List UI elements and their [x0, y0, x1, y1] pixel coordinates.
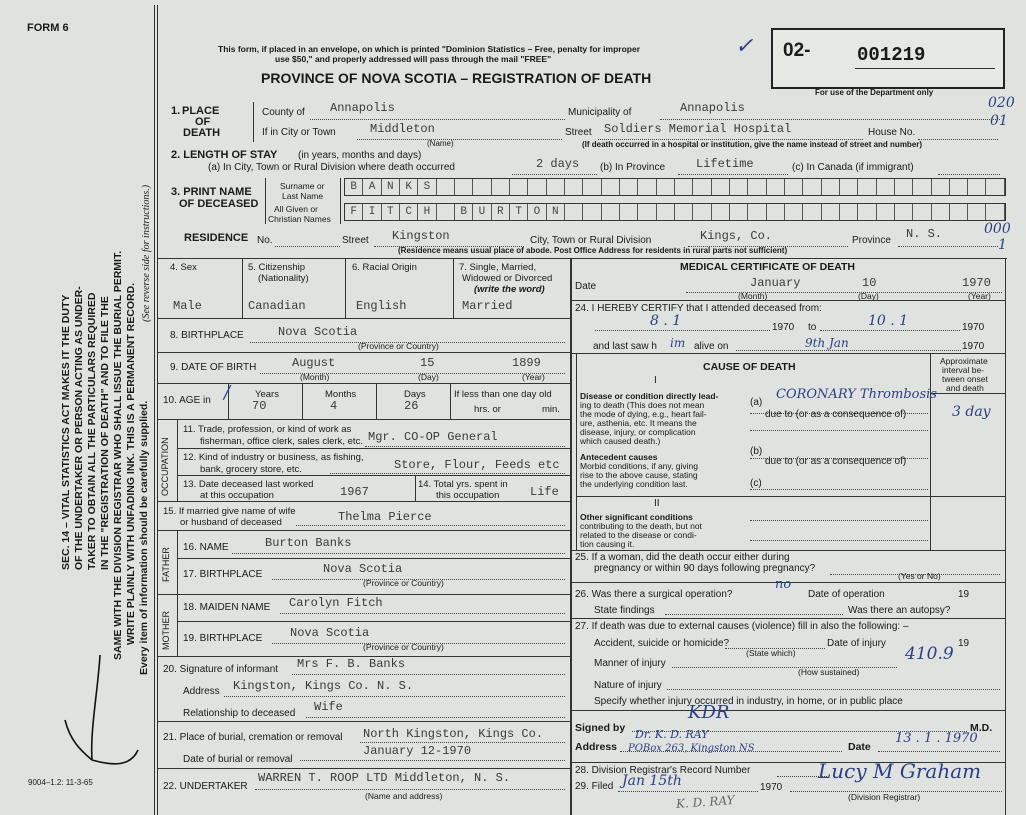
attended-to-year: 1970 [962, 322, 985, 333]
residence-street-label: Street [342, 235, 369, 246]
age-months: 4 [330, 399, 338, 413]
less-than-day-label: If less than one day old [454, 389, 552, 400]
name-char-box [803, 179, 821, 195]
name-char-box [510, 179, 528, 195]
name-char-box [437, 179, 455, 195]
given-label: Christian Names [268, 214, 331, 224]
name-char-box [895, 204, 913, 220]
other-label: Other significant conditions [580, 512, 693, 522]
residence-no-label: No. [257, 235, 273, 246]
given-label: All Given or [274, 204, 318, 214]
hospital-note: (If death occurred in a hospital or institution, give the name instead of street and number) [582, 140, 923, 149]
name-char-box [895, 179, 913, 195]
side-instructions-line6: WRITE PLAINLY WITH UNFADING INK. THIS IS A PERMANENT RECORD. [125, 282, 137, 645]
op-date-label: Date of operation [808, 589, 885, 600]
interval-label: tween onset [942, 374, 988, 384]
death-month: January [750, 276, 801, 290]
death-month-hint: (Month) [738, 291, 768, 301]
margin-code: 1 [998, 237, 1007, 253]
name-char-box [602, 179, 620, 195]
name-char-box [748, 179, 766, 195]
name-char-box [528, 179, 546, 195]
alive-on-year: 1970 [962, 341, 985, 352]
q25-label: 25. If a woman, did the death occur either during [575, 552, 790, 563]
disease-label: disease, injury, or complication [580, 427, 696, 437]
house-label: House No. [868, 127, 916, 138]
informant-relationship-label: Relationship to deceased [183, 708, 296, 719]
mother-maiden-label: 18. MAIDEN NAME [183, 602, 271, 613]
medical-heading: MEDICAL CERTIFICATE OF DEATH [680, 261, 855, 273]
physician-address-line2: POBox 263, Kingston NS [628, 743, 755, 754]
marital-label: Widowed or Divorced [462, 273, 553, 284]
name-char-box [913, 204, 931, 220]
certificate-number-box [771, 28, 1005, 89]
name-char-box [913, 179, 931, 195]
name-char-box [583, 179, 601, 195]
burial-place-label: 21. Place of burial, cremation or removal [163, 732, 343, 743]
undertaker-label: 22. UNDERTAKER [163, 781, 248, 792]
min-label: min. [542, 404, 560, 415]
mail-notice-line1: This form, if placed in an envelope, on which is printed "Dominion Statistics – Free, penalty for improper [218, 44, 641, 54]
name-char-box [803, 204, 821, 220]
death-year-hint: (Year) [968, 291, 991, 301]
form-number: FORM 6 [27, 22, 69, 34]
mother-birthplace-hint: (Province or Country) [363, 642, 444, 652]
name-char-box [968, 179, 986, 195]
name-char-box: K [400, 179, 418, 195]
birthplace-label: 8. BIRTHPLACE [170, 330, 244, 341]
attended-from-date: 8 . 1 [650, 313, 682, 329]
injury-code: 410.9 [905, 644, 954, 664]
undertaker-hint: (Name and address) [365, 791, 443, 801]
name-char-box: T [510, 204, 528, 220]
age-days-label: Days [404, 389, 426, 400]
q26-label: 26. Was there a surgical operation? [575, 589, 733, 600]
occupation-side-label: OCCUPATION [160, 437, 170, 496]
registrar-signature: Lucy M Graham [818, 759, 982, 783]
burial-date-label: Date of burial or removal [183, 754, 293, 765]
given-name-char-boxes [344, 203, 1006, 221]
stay-c-label: (c) In Canada (if immigrant) [792, 162, 914, 173]
marital-label: 7. Single, Married, [459, 262, 537, 273]
antecedent-label: rise to the above cause, stating [580, 470, 698, 480]
death-year: 1970 [962, 276, 991, 290]
side-instructions-line8: (See reverse side for instructions.) [141, 184, 152, 322]
other-label: contributing to the death, but not [580, 521, 702, 531]
name-char-box [712, 204, 730, 220]
citizenship-value: Canadian [248, 299, 306, 313]
residence-city-label: City, Town or Rural Division [530, 235, 652, 246]
form-title: PROVINCE OF NOVA SCOTIA – REGISTRATION OF DEATH [261, 70, 652, 86]
accident-label: Accident, suicide or homicide? [594, 638, 730, 649]
place-heading: DEATH [183, 127, 221, 139]
cause-b-label: (b) [750, 446, 763, 457]
name-char-box: U [473, 204, 491, 220]
father-name-label: 16. NAME [183, 542, 229, 553]
antecedent-label: the underlying condition last. [580, 479, 688, 489]
stay-b-value: Lifetime [696, 157, 754, 171]
dob-month: August [292, 356, 336, 370]
name-char-box: A [363, 179, 381, 195]
filed-label: 29. Filed [575, 781, 614, 792]
citizenship-label: 5. Citizenship [248, 262, 306, 273]
specify-label: Specify whether injury occurred in industry, in home, or in public place [594, 696, 903, 707]
residence-label: RESIDENCE [184, 232, 249, 244]
name-char-box [840, 204, 858, 220]
informant-relationship-value: Wife [314, 700, 343, 714]
stay-heading: 2. LENGTH OF STAY [171, 149, 278, 161]
informant-sig-value: Mrs F. B. Banks [297, 657, 406, 671]
total-years-label: 14. Total yrs. spent in [418, 479, 508, 490]
name-char-box: S [418, 179, 436, 195]
margin-code: 020 [988, 95, 1015, 111]
residence-street-value: Kingston [392, 229, 450, 243]
cause-a-interval: 3 day [952, 404, 991, 420]
residence-province-value: N. S. [906, 227, 943, 241]
name-char-box [492, 179, 510, 195]
stay-a-label: (a) In City, Town or Rural Division where death occurred [208, 162, 455, 173]
name-char-box [840, 179, 858, 195]
name-char-box [473, 179, 491, 195]
marital-value: Married [462, 299, 513, 313]
part-one-label: I [654, 375, 657, 386]
name-char-box [968, 204, 986, 220]
check-mark: ✓ [735, 34, 754, 59]
print-code: 9004–1.2: 11-3-65 [28, 778, 93, 787]
mother-side-label: MOTHER [161, 611, 171, 650]
antecedent-label: Antecedent causes [580, 452, 658, 462]
street-value: Soldiers Memorial Hospital [604, 122, 792, 136]
attended-from-year: 1970 [772, 322, 795, 333]
city-value: Middleton [370, 122, 435, 136]
certificate-prefix: 02- [783, 40, 811, 61]
industry-label: 12. Kind of industry or business, as fishing, [183, 452, 364, 463]
name-char-box [822, 179, 840, 195]
q25-label: pregnancy or within 90 days following pregnancy? [594, 563, 816, 574]
birthplace-value: Nova Scotia [278, 325, 358, 339]
signed-date-label: Date [848, 741, 871, 753]
filed-date: Jan 15th [622, 773, 682, 789]
physician-signature: KDR [688, 702, 730, 723]
trade-label: fisherman, office clerk, sales clerk, etc. [200, 436, 363, 447]
mother-birthplace-value: Nova Scotia [290, 626, 370, 640]
name-char-box [858, 179, 876, 195]
stay-hint: (in years, months and days) [298, 150, 422, 161]
name-char-box [693, 179, 711, 195]
disease-label: Disease or condition directly lead- [580, 391, 719, 401]
spouse-label: or husband of deceased [180, 517, 282, 528]
state-which-hint: (State which) [746, 648, 796, 658]
disease-label: the mode of dying, e.g., heart fail- [580, 409, 707, 419]
name-char-box [565, 204, 583, 220]
name-char-box [675, 204, 693, 220]
surname-label: Last Name [282, 191, 324, 201]
attended-to-date: 10 . 1 [868, 313, 909, 329]
margin-code: 01 [990, 113, 1008, 129]
state-findings-label: State findings [594, 605, 655, 616]
name-char-box: R [492, 204, 510, 220]
autopsy-label: Was there an autopsy? [848, 605, 951, 616]
father-side-label: FATHER [161, 547, 171, 582]
informant-address-value: Kingston, Kings Co. N. S. [233, 679, 414, 693]
dob-year-hint: (Year) [522, 372, 545, 382]
alive-on-value: 9th Jan [805, 336, 849, 350]
place-heading: OF [195, 116, 211, 128]
registrar-hint: (Division Registrar) [848, 792, 921, 802]
how-sustained-hint: (How sustained) [798, 667, 860, 677]
stamp-name: K. D. RAY [675, 792, 735, 812]
name-char-box: O [528, 204, 546, 220]
surname-label: Surname or [280, 181, 325, 191]
signed-by-label: Signed by [575, 722, 626, 734]
name-char-box [785, 179, 803, 195]
name-char-box [950, 204, 968, 220]
date-of-death-label: Date [575, 281, 597, 292]
name-char-box [730, 204, 748, 220]
margin-code: 000 [984, 221, 1011, 237]
age-check-mark: / [224, 382, 231, 403]
name-heading: OF DECEASED [179, 198, 259, 210]
side-instructions-line2: OF THE UNDERTAKER OR PERSON ACTING AS UNDER- [73, 286, 85, 570]
dob-day: 15 [420, 356, 435, 370]
last-worked-value: 1967 [340, 485, 369, 499]
yes-no-hint: (Yes or No) [898, 571, 941, 581]
due-to-label: due to (or as a consequence of) [765, 456, 907, 467]
birthplace-hint: (Province or Country) [358, 341, 439, 351]
interval-label: interval be- [942, 365, 985, 375]
cause-c-label: (c) [750, 478, 762, 489]
name-char-box [986, 204, 1004, 220]
name-char-box: C [400, 204, 418, 220]
last-saw-label: and last saw h [593, 341, 657, 352]
municipality-value: Annapolis [680, 101, 745, 115]
name-hint: (Name) [427, 139, 454, 148]
q27-label: 27. If death was due to external causes (violence) fill in also the following: – [575, 621, 909, 632]
name-char-box [620, 204, 638, 220]
racial-origin-value: English [356, 299, 407, 313]
name-char-box [950, 179, 968, 195]
mail-notice-line2: use $50," and properly addressed will pass through the mail "FREE" [275, 54, 552, 64]
father-birthplace-label: 17. BIRTHPLACE [183, 569, 263, 580]
municipality-label: Municipality of [568, 107, 632, 118]
physician-address-label: Address [575, 741, 618, 753]
name-char-box [547, 179, 565, 195]
residence-province-label: Province [852, 235, 891, 246]
cause-a-value: CORONARY Thrombosis [776, 387, 937, 402]
signed-date: 13 . 1 . 1970 [895, 731, 978, 746]
cause-heading: CAUSE OF DEATH [703, 361, 796, 373]
side-instructions-line3: TAKER TO OBTAIN ALL THE PARTICULARS REQUIRED [86, 292, 98, 570]
name-char-box: N [547, 204, 565, 220]
q26-value: no [775, 577, 792, 592]
spouse-label: 15. If married give name of wife [163, 506, 296, 517]
side-instructions-line7: Every item of information should be carefully supplied. [138, 400, 150, 675]
physician-address-line1: Dr. K. D. RAY [635, 728, 709, 741]
name-char-box [455, 179, 473, 195]
sex-value: Male [173, 299, 202, 313]
to-label: to [808, 322, 817, 333]
name-char-box [638, 179, 656, 195]
informant-address-label: Address [183, 686, 220, 697]
name-char-box [767, 204, 785, 220]
residence-city-value: Kings, Co. [700, 229, 773, 243]
other-label: tion causing it. [580, 539, 635, 549]
name-char-box: H [418, 204, 436, 220]
due-to-label: due to (or as a consequence of) [765, 409, 907, 420]
industry-value: Store, Flour, Feeds etc [394, 458, 560, 472]
total-years-label: this occupation [436, 490, 500, 501]
manner-label: Manner of injury [594, 658, 666, 669]
injury-date-label: Date of injury [827, 638, 886, 649]
county-label: County of [262, 107, 305, 118]
name-char-box: F [345, 204, 363, 220]
father-birthplace-value: Nova Scotia [323, 562, 403, 576]
informant-sig-label: 20. Signature of informant [163, 664, 279, 675]
last-worked-label: at this occupation [200, 490, 274, 501]
name-char-box [583, 204, 601, 220]
place-number: 1. [171, 105, 181, 117]
md-label: M.D. [970, 722, 993, 734]
name-char-box [657, 204, 675, 220]
mother-maiden-value: Carolyn Fitch [289, 596, 383, 610]
dob-day-hint: (Day) [418, 372, 439, 382]
name-char-box: N [382, 179, 400, 195]
name-char-box [730, 179, 748, 195]
dob-label: 9. DATE OF BIRTH [170, 362, 257, 373]
county-value: Annapolis [330, 101, 395, 115]
father-birthplace-hint: (Province or Country) [363, 578, 444, 588]
dob-month-hint: (Month) [300, 372, 330, 382]
record-number-label: 28. Division Registrar's Record Number [575, 765, 751, 776]
total-years-value: Life [530, 485, 559, 499]
street-label: Street [565, 127, 592, 138]
name-char-box [858, 204, 876, 220]
name-char-box [785, 204, 803, 220]
city-label: If in City or Town [262, 127, 336, 138]
nature-label: Nature of injury [594, 680, 662, 691]
name-char-box [822, 204, 840, 220]
cause-a-label: (a) [750, 397, 763, 408]
antecedent-label: Morbid conditions, if any, giving [580, 461, 698, 471]
name-heading: 3. PRINT NAME [171, 186, 252, 198]
disease-label: ing to death (This does not mean [580, 400, 705, 410]
trade-value: Mgr. CO-OP General [368, 430, 498, 444]
death-day-hint: (Day) [858, 291, 879, 301]
filed-year: 1970 [760, 782, 783, 793]
name-char-box [693, 204, 711, 220]
op-year: 19 [958, 589, 970, 600]
age-months-label: Months [325, 389, 357, 400]
place-heading: PLACE [182, 105, 220, 117]
name-char-box: T [382, 204, 400, 220]
name-char-box [602, 204, 620, 220]
marital-hint: (write the word) [474, 284, 545, 295]
mother-birthplace-label: 19. BIRTHPLACE [183, 633, 263, 644]
name-char-box [932, 204, 950, 220]
side-instructions-line1: SEC. 14 – VITAL STATISTICS ACT MAKES IT THE DUTY [60, 294, 72, 570]
part-two-label: II [654, 498, 660, 509]
name-char-box [565, 179, 583, 195]
age-label: 10. AGE in [163, 395, 211, 406]
death-day: 10 [862, 276, 877, 290]
father-name-value: Burton Banks [265, 536, 352, 550]
disease-label: ure, asthenia, etc. It means the [580, 418, 697, 428]
name-char-box [748, 204, 766, 220]
hrs-label: hrs. or [474, 404, 501, 415]
spouse-value: Thelma Pierce [338, 510, 432, 524]
surname-char-boxes [344, 178, 1006, 196]
name-char-box [932, 179, 950, 195]
name-char-box [675, 179, 693, 195]
name-char-box [986, 179, 1004, 195]
dob-year: 1899 [512, 356, 541, 370]
age-days: 26 [404, 399, 419, 413]
name-char-box [877, 179, 895, 195]
age-years-label: Years [255, 389, 279, 400]
alive-on-label: alive on [694, 341, 729, 352]
stay-b-label: (b) In Province [600, 162, 666, 173]
side-instructions-line4: IN THE "REGISTRATION OF DEATH" AND TO FILE THE [99, 296, 111, 570]
other-label: related to the disease or condi- [580, 530, 697, 540]
burial-date-value: January 12-1970 [363, 744, 472, 758]
interval-label: and death [946, 383, 984, 393]
residence-note: (Residence means usual place of abode. Post Office Address for residents in rural parts not sufficient) [398, 246, 788, 255]
name-char-box [657, 179, 675, 195]
name-char-box [877, 204, 895, 220]
name-char-box [620, 179, 638, 195]
name-char-box [712, 179, 730, 195]
certify-label: 24. I HEREBY CERTIFY that I attended deceased from: [575, 303, 822, 314]
burial-place-value: North Kingston, Kings Co. [363, 727, 544, 741]
age-years: 70 [252, 399, 267, 413]
citizenship-hint: (Nationality) [258, 273, 309, 284]
name-char-box [638, 204, 656, 220]
name-char-box [437, 204, 455, 220]
certificate-number: 001219 [857, 44, 926, 66]
stay-a-value: 2 days [536, 157, 580, 171]
industry-label: bank, grocery store, etc. [200, 464, 302, 475]
injury-year: 19 [958, 638, 970, 649]
racial-origin-label: 6. Racial Origin [352, 262, 417, 273]
name-char-box: I [363, 204, 381, 220]
last-saw-him: im [670, 336, 686, 350]
name-char-box: B [345, 179, 363, 195]
department-use-note: For use of the Department only [815, 88, 934, 97]
name-char-box [767, 179, 785, 195]
interval-label: Approximate [940, 356, 988, 366]
undertaker-value: WARREN T. ROOP LTD Middleton, N. S. [258, 771, 511, 785]
disease-label: which caused death.) [580, 436, 661, 446]
trade-label: 11. Trade, profession, or kind of work as [183, 424, 352, 435]
margin-signature-scribble [60, 650, 140, 780]
name-char-box: B [455, 204, 473, 220]
last-worked-label: 13. Date deceased last worked [183, 479, 314, 490]
side-instructions-line5: SAME WITH THE DIVISION REGISTRAR WHO SHALL ISSUE THE BURIAL PERMIT. [112, 250, 124, 660]
sex-label: 4. Sex [170, 262, 197, 273]
